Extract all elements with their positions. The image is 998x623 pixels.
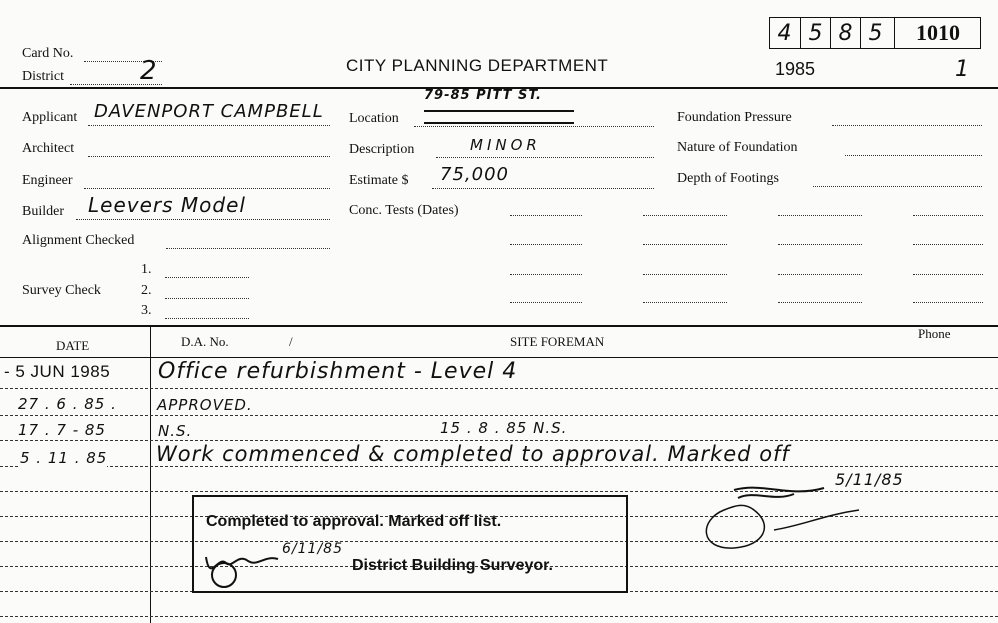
conc-tests-line [510,244,582,245]
number-digit: 8 [830,18,861,48]
conc-tests-line [510,302,582,303]
alignment-line [166,248,330,249]
district-value: 2 [140,56,158,86]
location-value: 79-85 PITT ST. [424,88,542,103]
sheet-number: 1 [955,57,970,82]
stamp-signature-date: 6/11/85 [282,541,343,557]
estimate-label: Estimate $ [349,173,409,188]
estimate-value: 75,000 [440,164,509,185]
log-entry: APPROVED. [157,396,253,414]
survey-line [165,318,249,319]
conc-tests-line [643,302,727,303]
conc-tests-line [913,244,983,245]
engineer-line [84,188,330,189]
survey-line [165,298,249,299]
estimate-line [432,188,654,189]
location-label: Location [349,111,399,126]
nature-foundation-label: Nature of Foundation [677,140,798,155]
conc-tests-line [510,274,582,275]
conc-tests-line [913,302,983,303]
survey-line [165,277,249,278]
number-main: 1010 [894,18,981,48]
applicant-line [88,125,330,126]
date-header: DATE [56,338,90,353]
district-label: District [22,69,64,84]
date-column-rule [150,326,151,623]
site-foreman-header: SITE FOREMAN [510,334,605,349]
da-header: D.A. No. [181,334,229,349]
location-line [414,126,654,127]
alignment-label: Alignment Checked [22,233,135,248]
log-entry: Work commenced & completed to approval. Marked off [156,442,790,466]
conc-tests-line [778,302,862,303]
log-entry-secondary: 15 . 8 . 85 N.S. [440,419,568,437]
department-title: CITY PLANNING DEPARTMENT [346,56,609,75]
number-digit: 5 [860,18,891,48]
survey-label: Survey Check [22,283,101,298]
builder-line [76,219,330,220]
location-strikeout [424,110,574,124]
log-date: 5 . 11 . 85 [20,449,108,467]
nature-foundation-line [845,155,982,156]
architect-line [88,156,330,157]
depth-footings-label: Depth of Footings [677,171,779,186]
conc-tests-line [778,244,862,245]
ruled-line [0,616,998,617]
number-digit: 5 [800,18,831,48]
conc-tests-line [778,274,862,275]
conc-tests-line [778,215,862,216]
foundation-pressure-label: Foundation Pressure [677,110,792,125]
log-header-rule [0,357,998,358]
applicant-label: Applicant [22,110,78,125]
ruled-line [0,440,998,441]
log-date: - 5 JUN 1985 [4,362,111,381]
phone-header: Phone [918,326,951,341]
survey-item: 1. [141,262,152,277]
description-line [436,157,654,158]
architect-label: Architect [22,141,75,156]
log-date: 17 . 7 - 85 [18,421,106,439]
ruled-line [0,466,998,467]
ruled-line [0,415,998,416]
card-no-label: Card No. [22,46,74,61]
year: 1985 [775,59,816,79]
card-number-box [769,17,981,49]
description-label: Description [349,142,415,157]
conc-tests-line [643,274,727,275]
conc-tests-line [913,274,983,275]
log-entry: Office refurbishment - Level 4 [158,359,518,384]
engineer-label: Engineer [22,173,73,188]
depth-footings-line [813,186,982,187]
survey-item: 2. [141,283,152,298]
conc-tests-label: Conc. Tests (Dates) [349,203,459,218]
conc-tests-line [913,215,983,216]
log-date: 27 . 6 . 85 . [18,395,117,413]
conc-tests-line [510,215,582,216]
completion-stamp [192,495,628,593]
number-digit: 4 [777,20,793,46]
foundation-pressure-line [832,125,982,126]
ruled-line [0,388,998,389]
applicant-value: DAVENPORT CAMPBELL [94,101,324,122]
survey-item: 3. [141,303,152,318]
stamp-line1: Completed to approval. Marked off list. [206,513,502,530]
builder-value: Leevers Model [88,193,246,217]
da-slash: / [289,334,293,349]
conc-tests-line [643,244,727,245]
stamp-line2: District Building Surveyor. [352,557,553,574]
builder-label: Builder [22,204,64,219]
initial-sign-date: 5/11/85 [835,470,904,489]
conc-tests-line [643,215,727,216]
log-entry: N.S. [158,422,193,440]
description-value: MINOR [470,136,541,154]
